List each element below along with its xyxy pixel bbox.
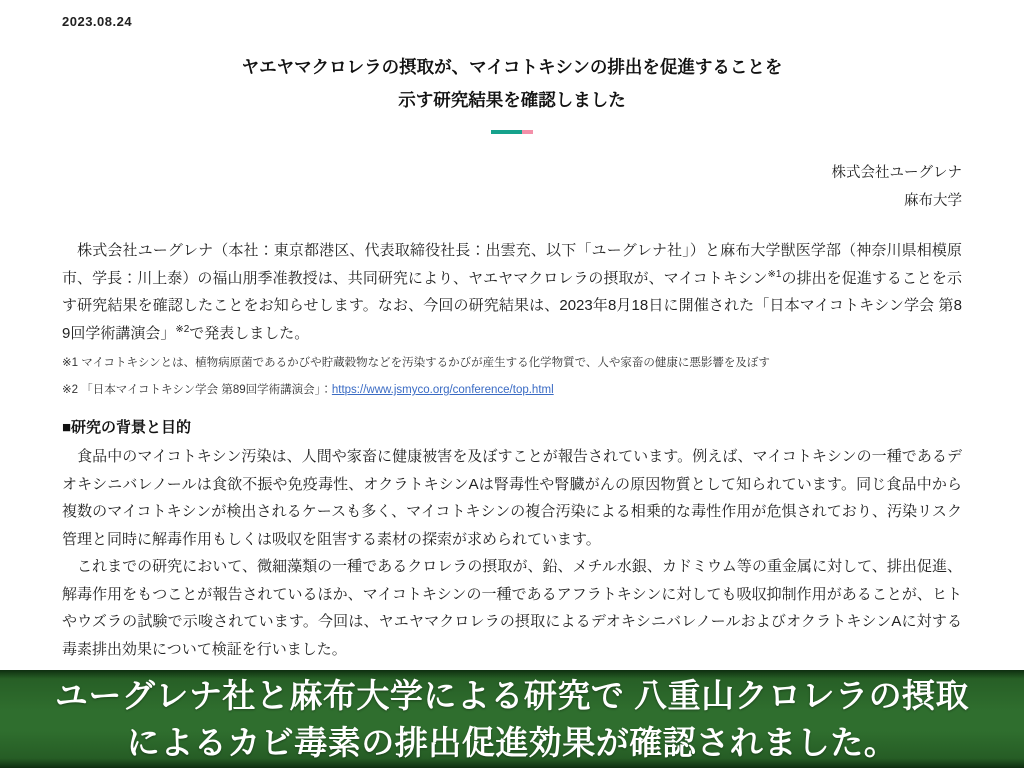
org-name-euglena: 株式会社ユーグレナ — [831, 165, 962, 181]
divider-pink-segment — [522, 130, 533, 134]
summary-banner — [0, 670, 1024, 768]
section-paragraph-2: これまでの研究において、微細藻類の一種であるクロレラの摂取が、鉛、メチル水銀、カドミウム等の重金属に対して、排出促進、解毒作用をもつことが報告されているほか、マイコトキシンの一種であるアフラトキシンに対しても吸収抑制作用があることが、ヒトやウズラの試験で示唆されています。今回は、ヤエヤマクロレラの摂取によるデオキシニバレノールおよびオクラトキシンAに対する毒素排出効果について検証を行いました。 — [62, 558, 962, 658]
summary-banner-line2: によるカビ毒素の排出促進効果が確認されました。 — [126, 724, 898, 761]
footnote-2-text: ※2 「日本マイコトキシン学会 第89回学術講演会」： — [62, 384, 332, 396]
page-title-line2: 示す研究結果を確認しました — [398, 90, 626, 110]
footnote-ref-2: ※2 — [175, 323, 190, 335]
page-title — [62, 51, 962, 117]
issuing-organizations — [62, 159, 962, 215]
org-name-azabu: 麻布大学 — [904, 193, 962, 209]
footnote-1: ※1 マイコトキシンとは、植物病原菌であるかびや貯蔵穀物などを汚染するかびが産生する化学物質で、人や家畜の健康に悪影響を及ぼす — [62, 357, 770, 369]
section-heading-background-purpose: ■研究の背景と目的 — [62, 419, 192, 436]
lead-paragraph — [62, 237, 962, 347]
divider-teal-segment — [491, 130, 522, 134]
footnotes — [62, 355, 962, 398]
title-divider — [491, 130, 533, 134]
lead-seg3: で発表しました。 — [189, 324, 310, 342]
lead-seg1: 株式会社ユーグレナ（本社：東京都港区、代表取締役社長：出雲充、以下「ユーグレナ社」）と麻布大学獣医学部（神奈川県相模原市、学長：川上泰）の福山朋季准教授は、共同研究により、ヤエヤマクロレラの摂取が、マイコトキシン — [62, 242, 962, 287]
section-paragraph-1: 食品中のマイコトキシン汚染は、人間や家畜に健康被害を及ぼすことが報告されています。例えば、マイコトキシンの一種であるデオキシニバレノールは食欲不振や免疫毒性、オクラトキシンAは腎毒性や腎臓がんの原因物質として知られています。同じ食品中から複数のマイコトキシンが検出されるケースも多く、マイコトキシンの複合汚染による相乗的な毒性作用が危惧されており、汚染リスク管理と同時に解毒作用もしくは吸収を阻害する素材の探索が求められています。 — [62, 448, 962, 548]
page-title-line1: ヤエヤマクロレラの摂取が、マイコトキシンの排出を促進することを — [241, 57, 783, 77]
footnote-ref-1: ※1 — [767, 268, 782, 280]
lead-seg2: の排出を促進することを示す研究結果を確認したことをお知らせします。なお、今回の研究結果は、2023年8月18日に開催された「日本マイコトキシン学会 第89回学術講演会」 — [62, 269, 962, 342]
footnote-2 — [62, 382, 962, 398]
summary-banner-line1: ユーグレナ社と麻布大学による研究で 八重山クロレラの摂取 — [54, 677, 970, 714]
release-date: 2023.08.24 — [62, 14, 133, 29]
conference-link[interactable]: https://www.jsmyco.org/conference/top.html — [331, 384, 554, 396]
